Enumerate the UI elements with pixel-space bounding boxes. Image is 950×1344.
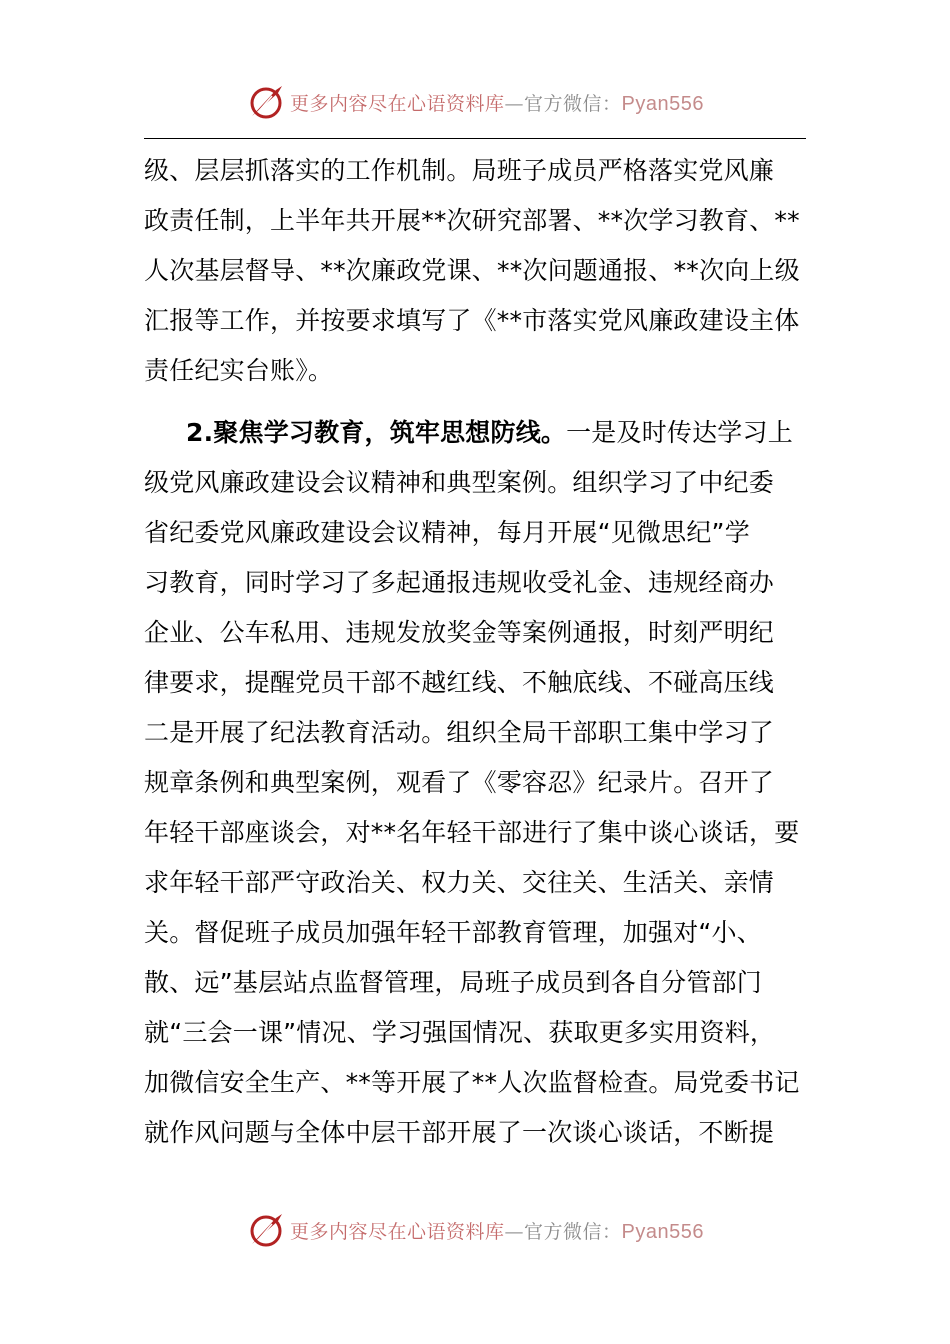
footer-brand: 更多内容尽在心语资料库: [290, 1220, 505, 1243]
text-line: 关。督促班子成员加强年轻干部教育管理，加强对“小、: [144, 918, 762, 947]
text-line: 就“三会一课”情况、学习强国情况、获取更多实用资料，: [144, 1018, 776, 1047]
header-banner: [0, 80, 950, 124]
header-text: [290, 89, 704, 116]
text-line: 责任纪实台账》。: [144, 356, 334, 385]
text-line: 年轻干部座谈会，对**名年轻干部进行了集中谈心谈话，要: [144, 818, 800, 847]
paragraph-2: [144, 408, 808, 1158]
text-line: 政责任制，上半年共开展**次研究部署、**次学习教育、**: [144, 206, 800, 235]
quill-logo-icon: [246, 82, 286, 122]
header-separator: —: [504, 92, 525, 115]
text-line: 加微信安全生产、**等开展了**人次监督检查。局党委书记: [144, 1068, 800, 1097]
text-line: 习教育，同时学习了多起通报违规收受礼金、违规经商办: [144, 568, 775, 597]
header-wechat-id: Pyan556: [621, 92, 704, 115]
footer-wechat-id: Pyan556: [621, 1220, 704, 1243]
text-line: 省纪委党风廉政建设会议精神，每月开展“见微思纪”学: [144, 518, 750, 547]
section-heading: 2.聚焦学习教育，筑牢思想防线。: [186, 418, 567, 447]
text-line: 级党风廉政建设会议精神和典型案例。组织学习了中纪委: [144, 468, 775, 497]
text-line: 二是开展了纪法教育活动。组织全局干部职工集中学习了: [144, 718, 775, 747]
text-line: 求年轻干部严守政治关、权力关、交往关、生活关、亲情: [144, 868, 775, 897]
text-line: 汇报等工作，并按要求填写了《**市落实党风廉政建设主体: [144, 306, 800, 335]
text-line: 人次基层督导、**次廉政党课、**次问题通报、**次向上级: [144, 256, 800, 285]
footer-separator: —: [504, 1220, 525, 1243]
footer-banner: [0, 1208, 950, 1252]
text-line: 企业、公车私用、违规发放奖金等案例通报，时刻严明纪: [144, 618, 775, 647]
header-wechat-label: 官方微信：: [524, 92, 622, 115]
footer-text: [290, 1217, 704, 1244]
text-run: 一是及时传达学习上: [566, 418, 793, 447]
text-line: 规章条例和典型案例，观看了《零容忍》纪录片。召开了: [144, 768, 775, 797]
paragraph-1: [144, 146, 808, 396]
text-line: 就作风问题与全体中层干部开展了一次谈心谈话，不断提: [144, 1118, 775, 1147]
footer-wechat-label: 官方微信：: [524, 1220, 622, 1243]
text-line: 律要求，提醒党员干部不越红线、不触底线、不碰高压线: [144, 668, 775, 697]
header-divider: [144, 138, 806, 139]
document-body: [144, 146, 808, 1158]
text-line: 散、远”基层站点监督管理，局班子成员到各自分管部门: [144, 968, 762, 997]
quill-logo-icon: [246, 1210, 286, 1250]
text-line: 级、层层抓落实的工作机制。局班子成员严格落实党风廉: [144, 156, 775, 185]
header-brand: 更多内容尽在心语资料库: [290, 92, 505, 115]
paragraph-2-first-line: [144, 408, 808, 458]
